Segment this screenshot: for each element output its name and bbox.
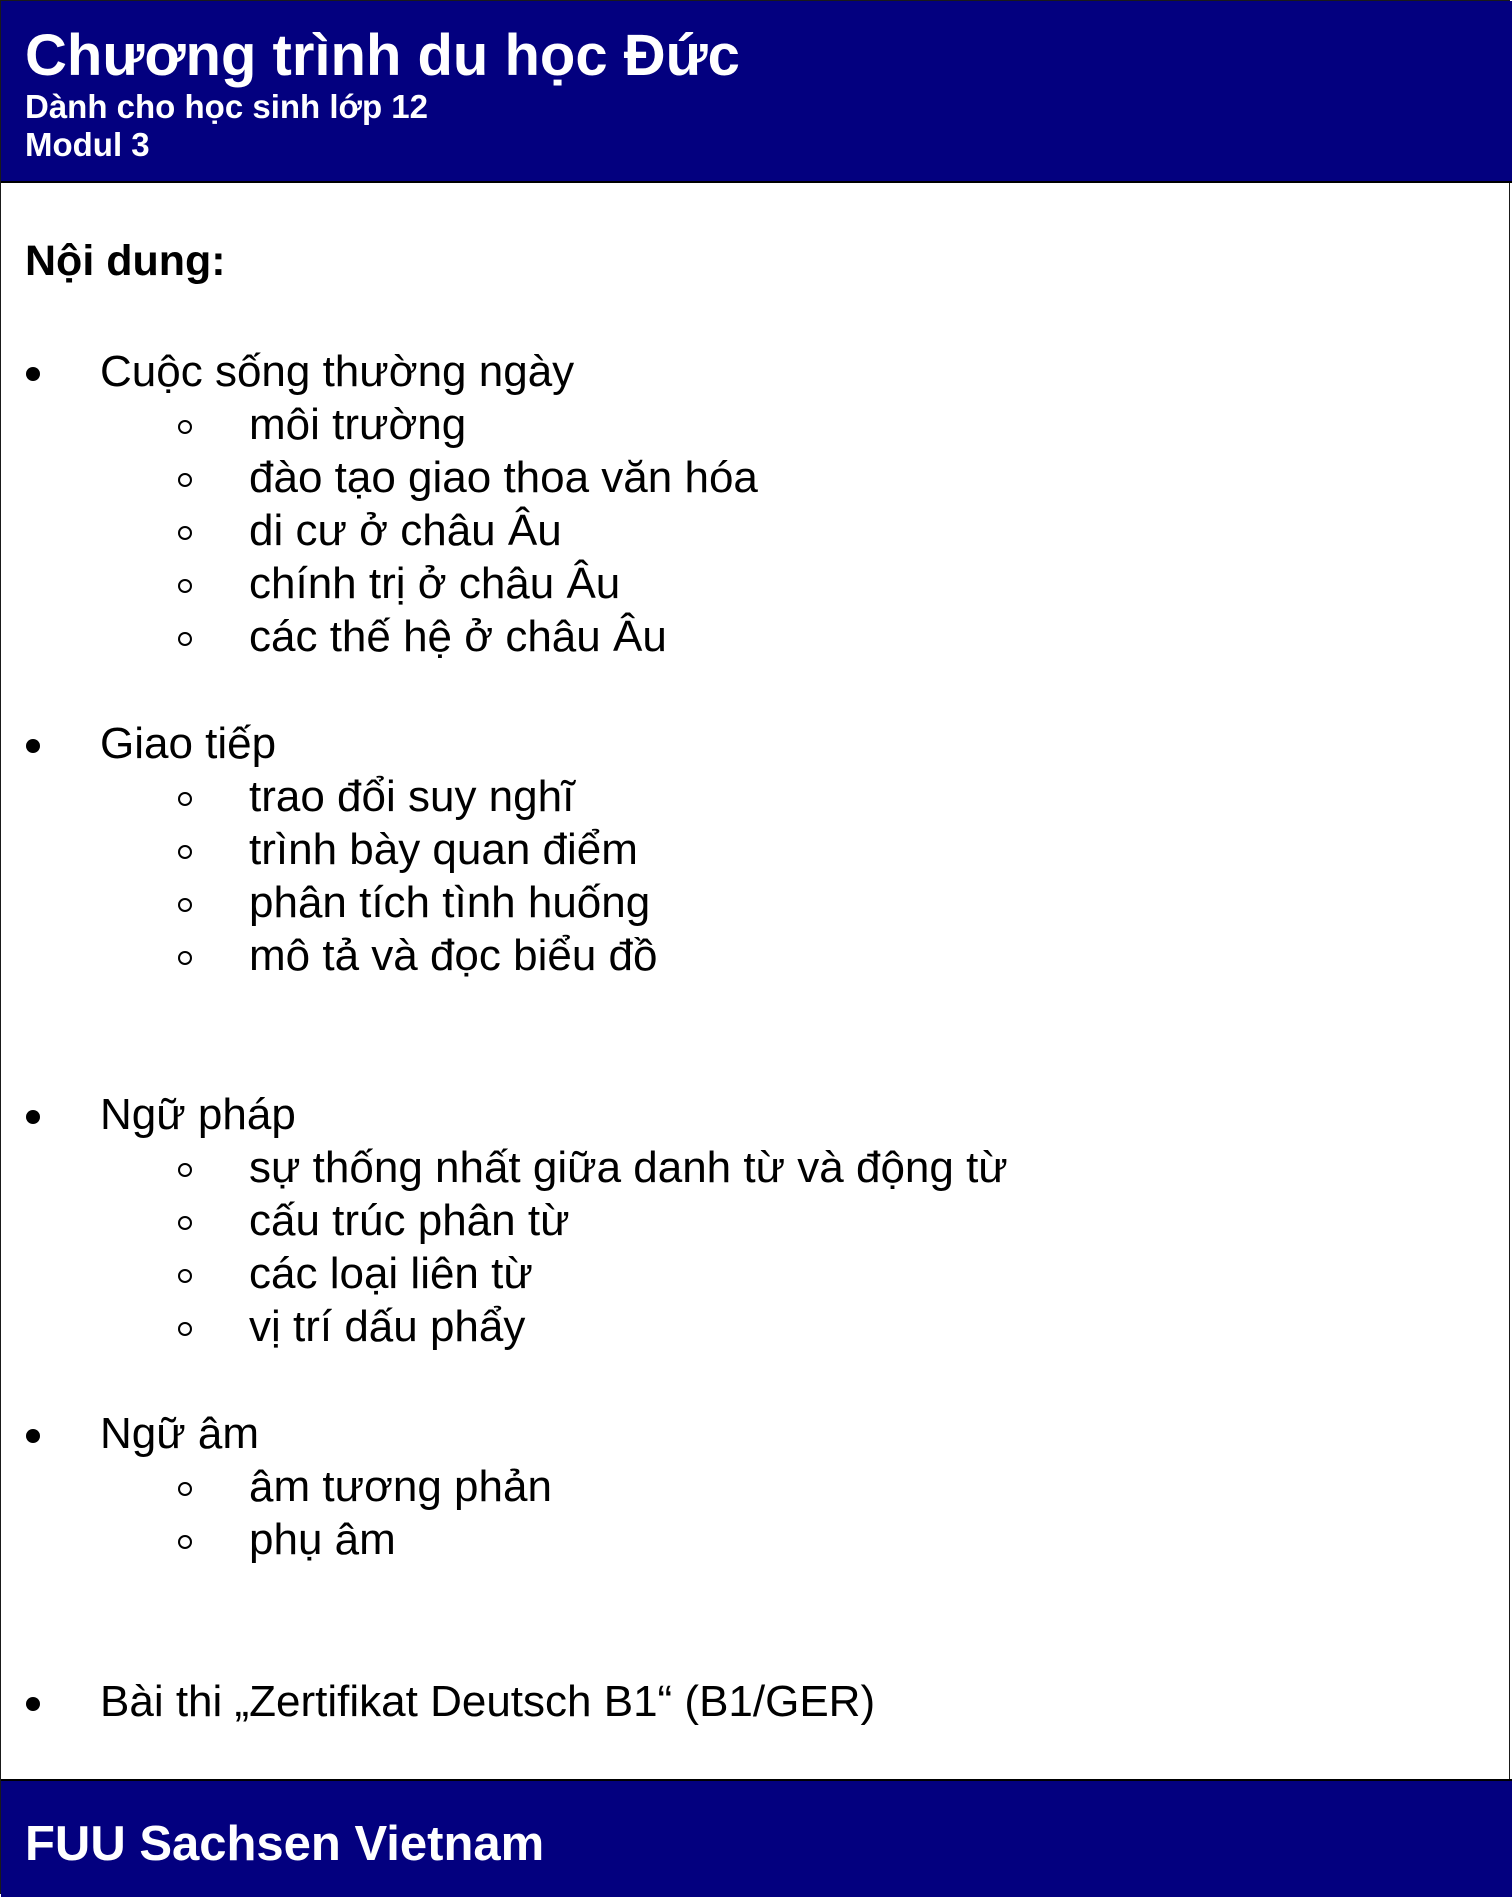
circle-bullet-icon <box>178 845 192 859</box>
section-communication <box>1 717 1501 770</box>
list-item-text: trao đổi suy nghĩ <box>249 772 575 821</box>
list-item-text: mô tả và đọc biểu đồ <box>249 931 658 980</box>
list-item-text: các thế hệ ở châu Âu <box>249 612 667 661</box>
page-title: Chương trình du học Đức <box>25 23 740 88</box>
section-phonetics <box>1 1407 1501 1460</box>
list-item-text: môi trường <box>249 400 467 449</box>
list-item <box>1 1513 1501 1566</box>
section-label: Bài thi „Zertifikat Deutsch B1“ (B1/GER) <box>100 1677 876 1726</box>
list-item-text: vị trí dấu phẩy <box>249 1302 526 1351</box>
circle-bullet-icon <box>178 632 192 646</box>
list-item-text: đào tạo giao thoa văn hóa <box>249 453 758 502</box>
circle-bullet-icon <box>178 1216 192 1230</box>
section-daily-life <box>1 345 1501 398</box>
section-label: Ngữ pháp <box>100 1090 296 1139</box>
bullet-icon <box>26 1110 40 1124</box>
section-label: Cuộc sống thường ngày <box>100 347 575 396</box>
list-item-text: sự thống nhất giữa danh từ và động từ <box>249 1143 1008 1192</box>
list-item-text: phân tích tình huống <box>249 878 651 927</box>
circle-bullet-icon <box>178 951 192 965</box>
circle-bullet-icon <box>178 473 192 487</box>
circle-bullet-icon <box>178 526 192 540</box>
list-item <box>1 451 1501 504</box>
bullet-icon <box>26 739 40 753</box>
list-item <box>1 1300 1501 1353</box>
section-grammar <box>1 1088 1501 1141</box>
list-item <box>1 876 1501 929</box>
list-item-text: cấu trúc phân từ <box>249 1196 570 1245</box>
list-item <box>1 610 1501 663</box>
list-item-text: di cư ở châu Âu <box>249 506 562 555</box>
module-label: Modul 3 <box>25 126 150 163</box>
list-item-text: các loại liên từ <box>249 1249 533 1298</box>
list-item <box>1 504 1501 557</box>
list-item <box>1 1247 1501 1300</box>
list-item-text: chính trị ở châu Âu <box>249 559 621 608</box>
list-item <box>1 557 1501 610</box>
circle-bullet-icon <box>178 1322 192 1336</box>
list-item <box>1 1141 1501 1194</box>
list-item-text: âm tương phản <box>249 1462 552 1511</box>
footer-banner <box>1 1779 1512 1897</box>
circle-bullet-icon <box>178 1269 192 1283</box>
section-label: Ngữ âm <box>100 1409 260 1458</box>
section-exam <box>1 1675 1501 1728</box>
list-item <box>1 823 1501 876</box>
list-item <box>1 1460 1501 1513</box>
list-item-text: trình bày quan điểm <box>249 825 638 874</box>
list-item <box>1 1194 1501 1247</box>
circle-bullet-icon <box>178 1163 192 1177</box>
header-banner <box>1 1 1512 183</box>
circle-bullet-icon <box>178 1535 192 1549</box>
circle-bullet-icon <box>178 792 192 806</box>
bullet-icon <box>26 1429 40 1443</box>
list-item <box>1 770 1501 823</box>
content-heading: Nội dung: <box>25 237 226 285</box>
page-subtitle: Dành cho học sinh lớp 12 <box>25 88 429 125</box>
footer-organization: FUU Sachsen Vietnam <box>25 1817 545 1871</box>
list-item <box>1 398 1501 451</box>
list-item-text: phụ âm <box>249 1515 396 1564</box>
circle-bullet-icon <box>178 1482 192 1496</box>
section-label: Giao tiếp <box>100 719 277 768</box>
circle-bullet-icon <box>178 579 192 593</box>
circle-bullet-icon <box>178 898 192 912</box>
list-item <box>1 929 1501 982</box>
bullet-icon <box>26 1697 40 1711</box>
circle-bullet-icon <box>178 420 192 434</box>
bullet-icon <box>26 367 40 381</box>
